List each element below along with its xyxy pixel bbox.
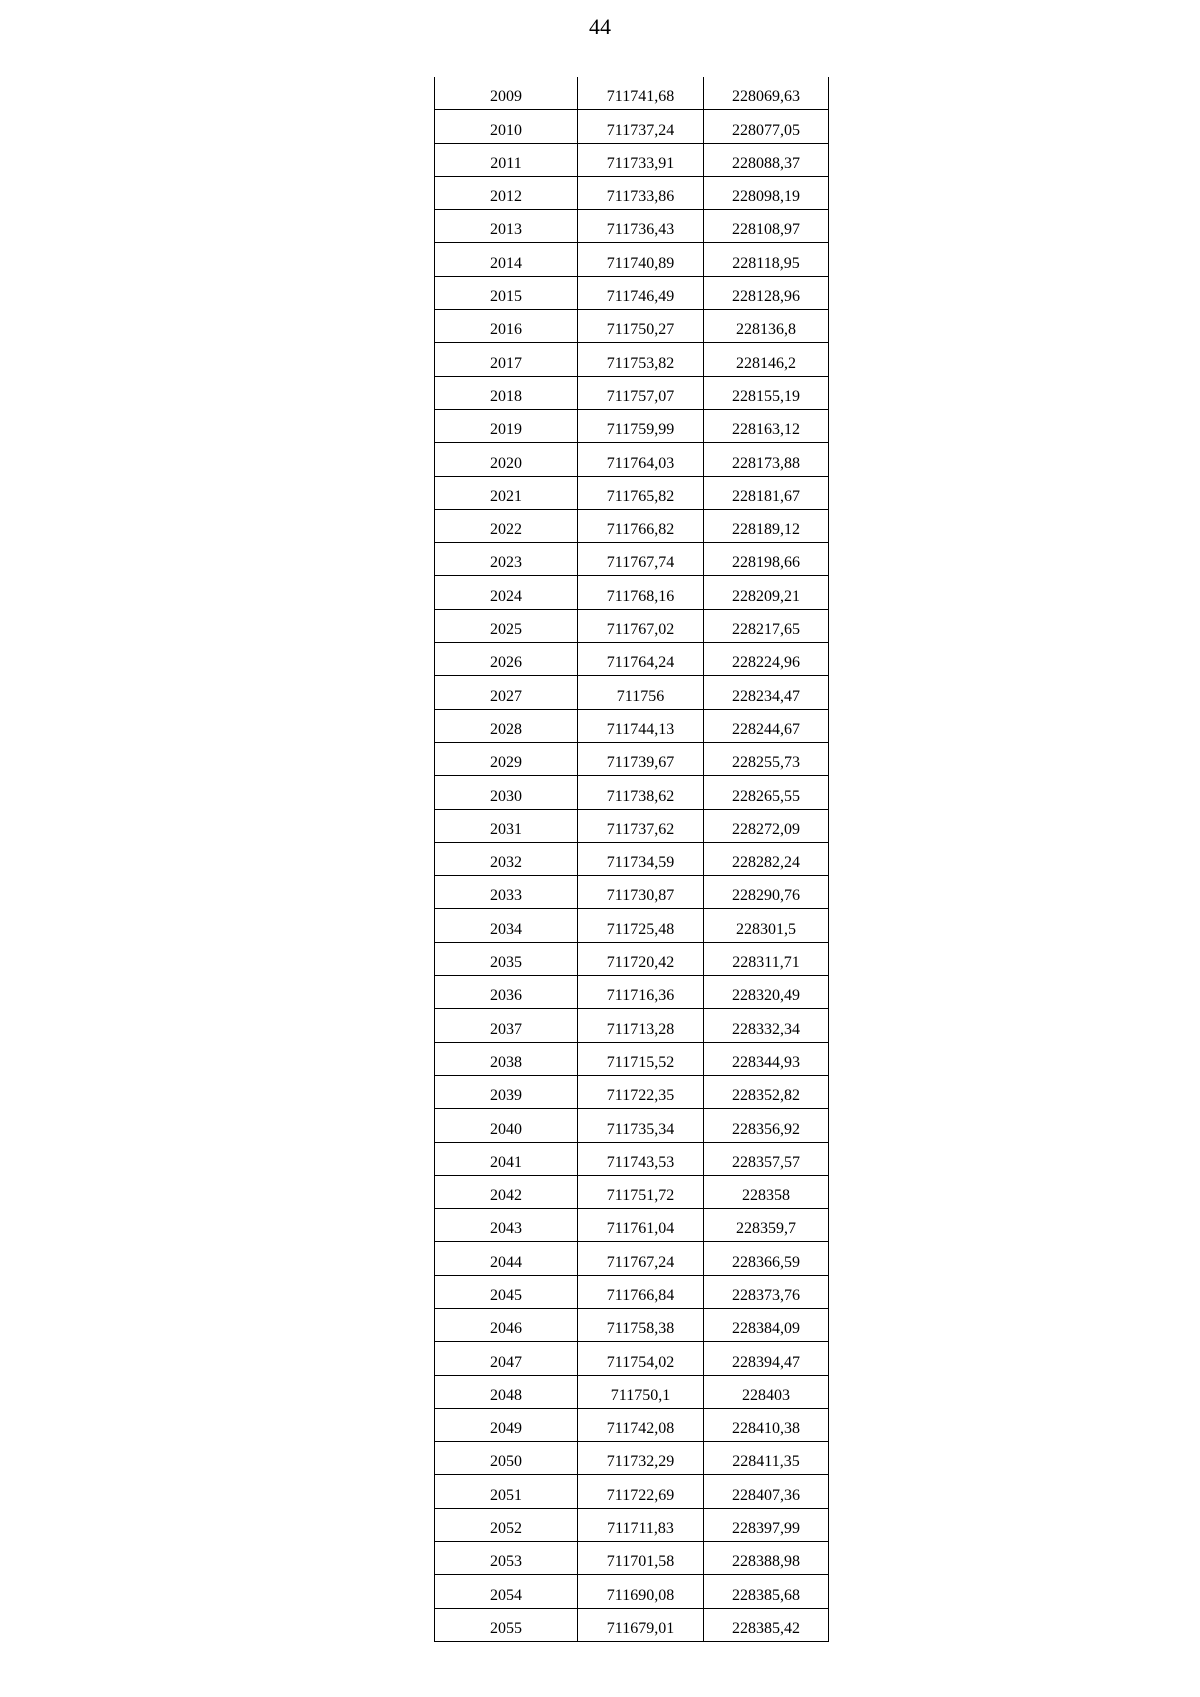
y-coordinate-cell: 228244,67 [704, 709, 829, 742]
table-row [435, 709, 829, 742]
point-number-cell: 2048 [435, 1375, 578, 1408]
x-coordinate-cell: 711722,35 [578, 1075, 704, 1108]
x-coordinate-cell: 711744,13 [578, 709, 704, 742]
table-row [435, 609, 829, 642]
table-row [435, 976, 829, 1009]
y-coordinate-cell: 228155,19 [704, 376, 829, 409]
x-coordinate-cell: 711753,82 [578, 343, 704, 376]
x-coordinate-cell: 711720,42 [578, 942, 704, 975]
table-row [435, 476, 829, 509]
y-coordinate-cell: 228118,95 [704, 243, 829, 276]
point-number-cell: 2025 [435, 609, 578, 642]
table-row [435, 1175, 829, 1208]
table-row [435, 1375, 829, 1408]
x-coordinate-cell: 711736,43 [578, 210, 704, 243]
point-number-cell: 2045 [435, 1275, 578, 1308]
table-row [435, 409, 829, 442]
x-coordinate-cell: 711711,83 [578, 1508, 704, 1541]
point-number-cell: 2023 [435, 543, 578, 576]
x-coordinate-cell: 711750,1 [578, 1375, 704, 1408]
point-number-cell: 2015 [435, 276, 578, 309]
x-coordinate-cell: 711737,24 [578, 110, 704, 143]
x-coordinate-cell: 711767,24 [578, 1242, 704, 1275]
table-row [435, 1442, 829, 1475]
x-coordinate-cell: 711715,52 [578, 1042, 704, 1075]
point-number-cell: 2024 [435, 576, 578, 609]
table-row [435, 1342, 829, 1375]
x-coordinate-cell: 711750,27 [578, 310, 704, 343]
table-row [435, 509, 829, 542]
y-coordinate-cell: 228272,09 [704, 809, 829, 842]
point-number-cell: 2034 [435, 909, 578, 942]
y-coordinate-cell: 228397,99 [704, 1508, 829, 1541]
x-coordinate-cell: 711713,28 [578, 1009, 704, 1042]
x-coordinate-cell: 711756 [578, 676, 704, 709]
point-number-cell: 2027 [435, 676, 578, 709]
page-number: 44 [589, 14, 611, 39]
point-number-cell: 2049 [435, 1408, 578, 1441]
y-coordinate-cell: 228217,65 [704, 609, 829, 642]
table-row [435, 176, 829, 209]
point-number-cell: 2044 [435, 1242, 578, 1275]
point-number-cell: 2020 [435, 443, 578, 476]
point-number-cell: 2014 [435, 243, 578, 276]
x-coordinate-cell: 711679,01 [578, 1608, 704, 1641]
y-coordinate-cell: 228098,19 [704, 176, 829, 209]
point-number-cell: 2038 [435, 1042, 578, 1075]
point-number-cell: 2050 [435, 1442, 578, 1475]
point-number-cell: 2040 [435, 1109, 578, 1142]
point-number-cell: 2017 [435, 343, 578, 376]
point-number-cell: 2046 [435, 1308, 578, 1341]
x-coordinate-cell: 711722,69 [578, 1475, 704, 1508]
table-row [435, 643, 829, 676]
x-coordinate-cell: 711758,38 [578, 1308, 704, 1341]
coordinates-table [434, 77, 829, 1642]
point-number-cell: 2037 [435, 1009, 578, 1042]
table-row [435, 776, 829, 809]
y-coordinate-cell: 228352,82 [704, 1075, 829, 1108]
point-number-cell: 2032 [435, 842, 578, 875]
x-coordinate-cell: 711764,24 [578, 643, 704, 676]
point-number-cell: 2021 [435, 476, 578, 509]
point-number-cell: 2051 [435, 1475, 578, 1508]
point-number-cell: 2047 [435, 1342, 578, 1375]
x-coordinate-cell: 711732,29 [578, 1442, 704, 1475]
y-coordinate-cell: 228311,71 [704, 942, 829, 975]
point-number-cell: 2029 [435, 742, 578, 775]
y-coordinate-cell: 228290,76 [704, 876, 829, 909]
x-coordinate-cell: 711716,36 [578, 976, 704, 1009]
table-row [435, 876, 829, 909]
y-coordinate-cell: 228189,12 [704, 509, 829, 542]
x-coordinate-cell: 711739,67 [578, 742, 704, 775]
y-coordinate-cell: 228282,24 [704, 842, 829, 875]
table-row [435, 576, 829, 609]
table-row [435, 742, 829, 775]
y-coordinate-cell: 228356,92 [704, 1109, 829, 1142]
y-coordinate-cell: 228224,96 [704, 643, 829, 676]
point-number-cell: 2052 [435, 1508, 578, 1541]
x-coordinate-cell: 711764,03 [578, 443, 704, 476]
y-coordinate-cell: 228407,36 [704, 1475, 829, 1508]
y-coordinate-cell: 228163,12 [704, 409, 829, 442]
y-coordinate-cell: 228373,76 [704, 1275, 829, 1308]
y-coordinate-cell: 228128,96 [704, 276, 829, 309]
x-coordinate-cell: 711701,58 [578, 1542, 704, 1575]
point-number-cell: 2039 [435, 1075, 578, 1108]
point-number-cell: 2041 [435, 1142, 578, 1175]
table-row [435, 276, 829, 309]
point-number-cell: 2054 [435, 1575, 578, 1608]
y-coordinate-cell: 228181,67 [704, 476, 829, 509]
y-coordinate-cell: 228301,5 [704, 909, 829, 942]
point-number-cell: 2018 [435, 376, 578, 409]
table-row [435, 809, 829, 842]
point-number-cell: 2033 [435, 876, 578, 909]
point-number-cell: 2016 [435, 310, 578, 343]
y-coordinate-cell: 228384,09 [704, 1308, 829, 1341]
point-number-cell: 2009 [435, 77, 578, 110]
point-number-cell: 2011 [435, 143, 578, 176]
x-coordinate-cell: 711734,59 [578, 842, 704, 875]
x-coordinate-cell: 711733,86 [578, 176, 704, 209]
table-row [435, 1608, 829, 1641]
y-coordinate-cell: 228385,68 [704, 1575, 829, 1608]
point-number-cell: 2043 [435, 1209, 578, 1242]
x-coordinate-cell: 711735,34 [578, 1109, 704, 1142]
point-number-cell: 2035 [435, 942, 578, 975]
x-coordinate-cell: 711767,02 [578, 609, 704, 642]
y-coordinate-cell: 228411,35 [704, 1442, 829, 1475]
y-coordinate-cell: 228320,49 [704, 976, 829, 1009]
table-row [435, 1209, 829, 1242]
x-coordinate-cell: 711733,91 [578, 143, 704, 176]
x-coordinate-cell: 711766,82 [578, 509, 704, 542]
point-number-cell: 2028 [435, 709, 578, 742]
y-coordinate-cell: 228344,93 [704, 1042, 829, 1075]
table-row [435, 1542, 829, 1575]
x-coordinate-cell: 711730,87 [578, 876, 704, 909]
table-row [435, 942, 829, 975]
point-number-cell: 2026 [435, 643, 578, 676]
y-coordinate-cell: 228359,7 [704, 1209, 829, 1242]
y-coordinate-cell: 228198,66 [704, 543, 829, 576]
y-coordinate-cell: 228077,05 [704, 110, 829, 143]
table-row [435, 210, 829, 243]
table-row [435, 1275, 829, 1308]
table-row [435, 676, 829, 709]
y-coordinate-cell: 228410,38 [704, 1408, 829, 1441]
table-row [435, 1308, 829, 1341]
point-number-cell: 2010 [435, 110, 578, 143]
y-coordinate-cell: 228388,98 [704, 1542, 829, 1575]
y-coordinate-cell: 228265,55 [704, 776, 829, 809]
table-row [435, 310, 829, 343]
coordinates-table-body [435, 77, 829, 1641]
x-coordinate-cell: 711765,82 [578, 476, 704, 509]
table-row [435, 1109, 829, 1142]
table-row [435, 1042, 829, 1075]
y-coordinate-cell: 228332,34 [704, 1009, 829, 1042]
table-row [435, 1242, 829, 1275]
y-coordinate-cell: 228173,88 [704, 443, 829, 476]
table-row [435, 1575, 829, 1608]
table-row [435, 1075, 829, 1108]
y-coordinate-cell: 228209,21 [704, 576, 829, 609]
point-number-cell: 2022 [435, 509, 578, 542]
table-row [435, 909, 829, 942]
x-coordinate-cell: 711754,02 [578, 1342, 704, 1375]
point-number-cell: 2031 [435, 809, 578, 842]
x-coordinate-cell: 711761,04 [578, 1209, 704, 1242]
table-row [435, 842, 829, 875]
y-coordinate-cell: 228403 [704, 1375, 829, 1408]
table-row [435, 1508, 829, 1541]
point-number-cell: 2053 [435, 1542, 578, 1575]
x-coordinate-cell: 711746,49 [578, 276, 704, 309]
y-coordinate-cell: 228385,42 [704, 1608, 829, 1641]
point-number-cell: 2013 [435, 210, 578, 243]
table-row [435, 1009, 829, 1042]
y-coordinate-cell: 228357,57 [704, 1142, 829, 1175]
y-coordinate-cell: 228394,47 [704, 1342, 829, 1375]
y-coordinate-cell: 228366,59 [704, 1242, 829, 1275]
y-coordinate-cell: 228146,2 [704, 343, 829, 376]
y-coordinate-cell: 228108,97 [704, 210, 829, 243]
table-row [435, 110, 829, 143]
x-coordinate-cell: 711757,07 [578, 376, 704, 409]
x-coordinate-cell: 711725,48 [578, 909, 704, 942]
x-coordinate-cell: 711737,62 [578, 809, 704, 842]
table-row [435, 243, 829, 276]
y-coordinate-cell: 228234,47 [704, 676, 829, 709]
table-row [435, 1408, 829, 1441]
table-row [435, 1142, 829, 1175]
point-number-cell: 2042 [435, 1175, 578, 1208]
point-number-cell: 2019 [435, 409, 578, 442]
table-row [435, 543, 829, 576]
x-coordinate-cell: 711767,74 [578, 543, 704, 576]
point-number-cell: 2012 [435, 176, 578, 209]
x-coordinate-cell: 711741,68 [578, 77, 704, 110]
x-coordinate-cell: 711742,08 [578, 1408, 704, 1441]
point-number-cell: 2030 [435, 776, 578, 809]
point-number-cell: 2055 [435, 1608, 578, 1641]
y-coordinate-cell: 228358 [704, 1175, 829, 1208]
y-coordinate-cell: 228088,37 [704, 143, 829, 176]
x-coordinate-cell: 711751,72 [578, 1175, 704, 1208]
table-row [435, 77, 829, 110]
x-coordinate-cell: 711738,62 [578, 776, 704, 809]
x-coordinate-cell: 711766,84 [578, 1275, 704, 1308]
table-row [435, 443, 829, 476]
x-coordinate-cell: 711768,16 [578, 576, 704, 609]
x-coordinate-cell: 711690,08 [578, 1575, 704, 1608]
table-row [435, 143, 829, 176]
y-coordinate-cell: 228136,8 [704, 310, 829, 343]
table-row [435, 343, 829, 376]
x-coordinate-cell: 711743,53 [578, 1142, 704, 1175]
x-coordinate-cell: 711759,99 [578, 409, 704, 442]
table-row [435, 1475, 829, 1508]
table-row [435, 376, 829, 409]
y-coordinate-cell: 228255,73 [704, 742, 829, 775]
point-number-cell: 2036 [435, 976, 578, 1009]
x-coordinate-cell: 711740,89 [578, 243, 704, 276]
y-coordinate-cell: 228069,63 [704, 77, 829, 110]
